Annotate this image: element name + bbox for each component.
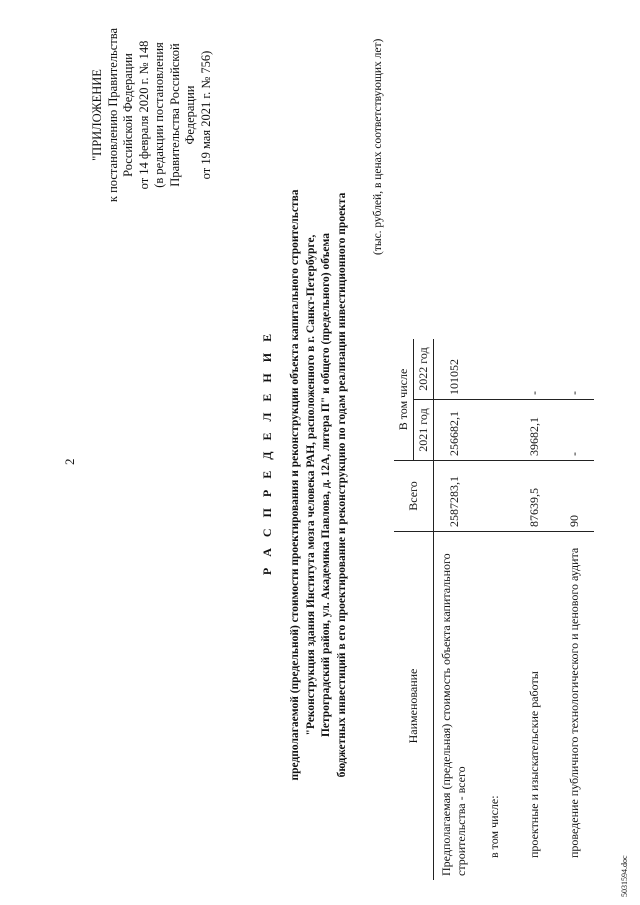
appendix-block	[90, 15, 214, 215]
table-row	[514, 339, 554, 880]
document-title: Р А С П Р Е Д Е Л Е Н И Е	[260, 329, 274, 576]
header-year-2022: 2022 год	[414, 339, 434, 400]
row-name: проведение публичного технологического и ценового аудита	[566, 547, 581, 858]
row-2022	[474, 339, 514, 400]
row-2021	[474, 400, 514, 461]
subtitle-line: "Реконструкция здания Института мозга человека РАН, расположенного в г. Санкт-Петербурге,	[304, 234, 317, 736]
page-number: 2	[62, 458, 77, 465]
appendix-line: "ПРИЛОЖЕНИЕ	[90, 69, 104, 161]
appendix-line: от 19 мая 2021 г. № 756)	[198, 50, 213, 180]
appendix-line: к постановлению Правительства	[105, 27, 120, 203]
appendix-line: от 14 февраля 2020 г. № 148	[136, 40, 151, 190]
table-row	[554, 339, 594, 880]
row-2021: 256682,1	[434, 400, 475, 461]
appendix-line: (в редакции постановления	[152, 42, 166, 188]
row-name: проектные и изыскательские работы	[526, 671, 541, 858]
appendix-line: Российской Федерации	[121, 53, 135, 177]
row-2022: -	[514, 339, 554, 400]
document-subtitle	[288, 155, 350, 815]
row-2022: 101052	[434, 339, 475, 400]
row-name: Предполагаемая (предельная) стоимость объекта капитального строительства - всего	[439, 553, 468, 876]
table-header-row	[394, 339, 414, 880]
row-total: 2587283,1	[434, 461, 475, 532]
row-2021: 39682,1	[514, 400, 554, 461]
row-total: 87639,5	[514, 461, 554, 532]
table-row	[434, 339, 475, 880]
header-year-2021: 2021 год	[414, 400, 434, 461]
row-2021: -	[554, 400, 594, 461]
footer-file-code: 5031594.doc	[620, 855, 629, 897]
subtitle-line: предполагаемой (предельной) стоимости проектирования и реконструкции объекта капитального строительства	[289, 189, 301, 781]
row-name: в том числе:	[486, 795, 501, 858]
row-total: 90	[554, 461, 594, 532]
units-note: (тыс. рублей, в ценах соответствующих лет)	[372, 38, 384, 255]
row-total	[474, 461, 514, 532]
header-name: Наименование	[394, 532, 434, 881]
header-total: Всего	[394, 461, 434, 532]
subtitle-line: бюджетных инвестиций в его проектирование и реконструкцию по годам реализации инвестиционного проекта	[335, 192, 348, 778]
header-including: В том числе	[394, 339, 414, 461]
table-row	[474, 339, 514, 880]
appendix-line: Правительства Российской Федерации	[167, 43, 197, 187]
subtitle-line: Петроградский район, ул. Академика Павлова, д. 12А, литера П" и общего (предельного) объема	[320, 232, 332, 738]
distribution-table	[394, 339, 594, 880]
row-2022: -	[554, 339, 594, 400]
